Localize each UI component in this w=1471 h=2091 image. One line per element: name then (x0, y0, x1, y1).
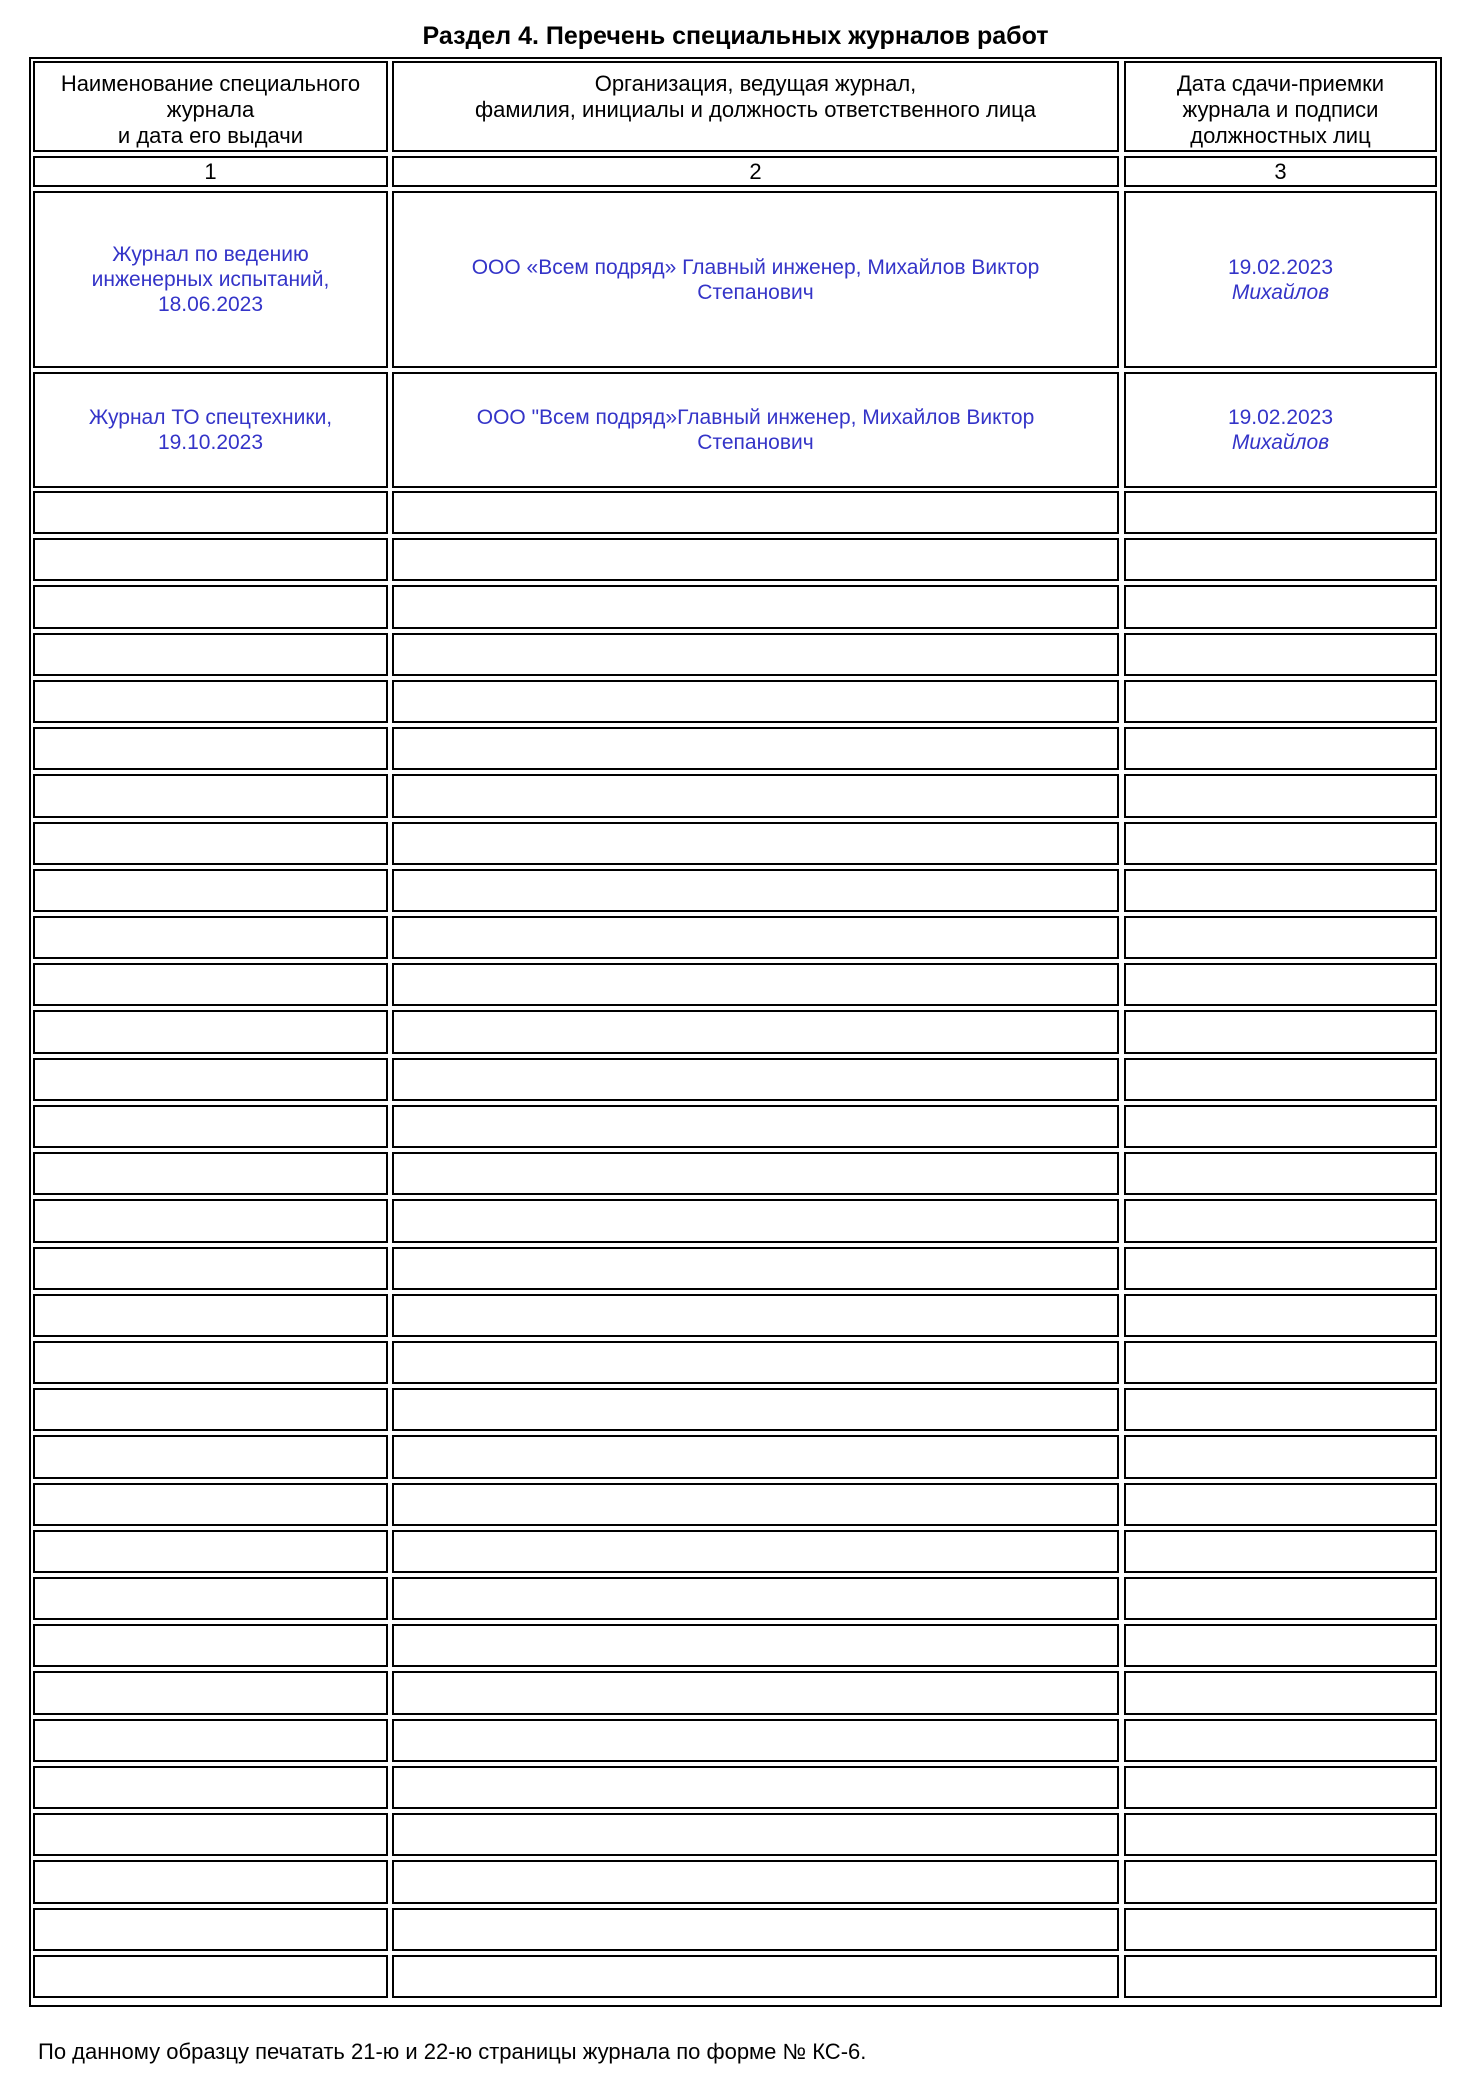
empty-cell (392, 1483, 1119, 1526)
empty-cell (33, 1577, 388, 1620)
cell-text-line: ООО "Всем подряд»Главный инженер, Михайлов Виктор (476, 406, 1035, 429)
empty-cell (33, 916, 388, 959)
empty-cell (392, 1719, 1119, 1762)
cell-text-line: Степанович (697, 431, 814, 454)
empty-cell (392, 1955, 1119, 1998)
empty-cell (1124, 1199, 1437, 1243)
empty-cell (392, 585, 1119, 629)
column-number-text: 2 (749, 158, 762, 184)
cell-text-line: ООО «Всем подряд» Главный инженер, Михайлов Виктор (471, 255, 1040, 279)
empty-cell (392, 1010, 1119, 1054)
empty-cell (33, 1152, 388, 1195)
column-number-3 (1124, 156, 1437, 187)
handover-date-cell (1124, 191, 1437, 368)
empty-cell (392, 1813, 1119, 1856)
empty-cell (1124, 1813, 1437, 1856)
cell-text-line: 19.10.2023 (157, 431, 264, 454)
empty-cell (392, 680, 1119, 723)
empty-cell (392, 1152, 1119, 1195)
empty-cell (33, 1908, 388, 1951)
section-title: Раздел 4. Перечень специальных журналов работ (422, 22, 1049, 50)
empty-cell (392, 1577, 1119, 1620)
empty-cell (392, 1766, 1119, 1809)
empty-cell (33, 585, 388, 629)
cell-text-line: Журнал ТО спецтехники, (88, 406, 333, 429)
empty-cell (1124, 774, 1437, 818)
empty-cell (392, 1199, 1119, 1243)
empty-cell (1124, 491, 1437, 534)
empty-cell (33, 1624, 388, 1667)
empty-cell (33, 727, 388, 770)
handover-date-cell (1124, 372, 1437, 488)
cell-text-line: должностных лиц (1190, 123, 1371, 148)
empty-cell (392, 1388, 1119, 1431)
empty-cell (33, 633, 388, 676)
empty-cell (1124, 1294, 1437, 1337)
empty-cell (1124, 1010, 1437, 1054)
cell-text-line: журнала и подписи (1182, 97, 1379, 122)
journal-name-cell (33, 191, 388, 368)
empty-cell (33, 1530, 388, 1573)
cell-text-line: журнала (166, 97, 255, 122)
empty-cell (33, 1813, 388, 1856)
empty-cell (33, 1483, 388, 1526)
empty-cell (33, 1199, 388, 1243)
cell-text-line: Организация, ведущая журнал, (594, 71, 917, 96)
empty-cell (33, 1671, 388, 1715)
empty-cell (1124, 727, 1437, 770)
empty-cell (392, 1530, 1119, 1573)
cell-text-line: инженерных испытаний, (91, 268, 330, 291)
empty-cell (33, 1435, 388, 1479)
empty-cell (1124, 1908, 1437, 1951)
empty-cell (392, 1341, 1119, 1384)
header-col-3 (1124, 61, 1437, 152)
signature: Михайлов (1231, 280, 1330, 304)
empty-cell (1124, 1341, 1437, 1384)
empty-cell (33, 1058, 388, 1101)
organization-cell (392, 191, 1119, 368)
empty-cell (33, 1955, 388, 1998)
empty-cell (1124, 1860, 1437, 1904)
empty-cell (1124, 1435, 1437, 1479)
empty-cell (33, 538, 388, 581)
empty-cell (1124, 680, 1437, 723)
empty-cell (1124, 1577, 1437, 1620)
empty-cell (33, 1341, 388, 1384)
cell-text-line: 18.06.2023 (157, 293, 264, 316)
empty-cell (1124, 1671, 1437, 1715)
journal-name-cell (33, 372, 388, 488)
empty-cell (1124, 963, 1437, 1006)
empty-cell (392, 1294, 1119, 1337)
empty-cell (33, 869, 388, 912)
organization-cell (392, 372, 1119, 488)
empty-cell (33, 822, 388, 865)
empty-cell (1124, 1152, 1437, 1195)
cell-text-line: и дата его выдачи (117, 123, 304, 148)
empty-cell (33, 1247, 388, 1290)
empty-cell (33, 774, 388, 818)
empty-cell (1124, 1624, 1437, 1667)
empty-cell (33, 680, 388, 723)
empty-cell (1124, 633, 1437, 676)
signature: Михайлов (1231, 431, 1330, 454)
header-col-2 (392, 61, 1119, 152)
empty-cell (1124, 1058, 1437, 1101)
footer-note: По данному образцу печатать 21-ю и 22-ю страницы журнала по форме № КС-6. (38, 2039, 867, 2064)
empty-cell (33, 1860, 388, 1904)
empty-cell (1124, 585, 1437, 629)
empty-cell (392, 1435, 1119, 1479)
empty-cell (392, 491, 1119, 534)
empty-cell (33, 1010, 388, 1054)
empty-cell (392, 1247, 1119, 1290)
column-number-text: 3 (1274, 158, 1287, 184)
empty-cell (33, 963, 388, 1006)
empty-cell (1124, 1530, 1437, 1573)
empty-cell (1124, 1766, 1437, 1809)
cell-text-line: Наименование специального (60, 71, 361, 96)
empty-cell (1124, 822, 1437, 865)
empty-cell (392, 1624, 1119, 1667)
column-number-text: 1 (204, 158, 217, 184)
empty-cell (392, 1058, 1119, 1101)
column-number-2 (392, 156, 1119, 187)
empty-cell (392, 869, 1119, 912)
empty-cell (33, 1388, 388, 1431)
empty-cell (392, 1860, 1119, 1904)
empty-cell (392, 774, 1119, 818)
empty-cell (392, 916, 1119, 959)
empty-cell (392, 963, 1119, 1006)
column-number-1 (33, 156, 388, 187)
empty-cell (33, 1294, 388, 1337)
empty-cell (392, 1908, 1119, 1951)
empty-cell (1124, 1388, 1437, 1431)
empty-cell (33, 1719, 388, 1762)
empty-cell (392, 822, 1119, 865)
empty-cell (1124, 1247, 1437, 1290)
empty-cell (392, 538, 1119, 581)
empty-cell (392, 633, 1119, 676)
empty-cell (392, 1671, 1119, 1715)
cell-text-line: фамилия, инициалы и должность ответственного лица (475, 97, 1036, 122)
handover-date: 19.02.2023 (1227, 255, 1334, 279)
empty-cell (1124, 1955, 1437, 1998)
empty-cell (33, 1105, 388, 1148)
cell-text-line: Степанович (697, 280, 814, 304)
empty-cell (1124, 916, 1437, 959)
empty-cell (1124, 1719, 1437, 1762)
header-col-1 (33, 61, 388, 152)
empty-cell (392, 1105, 1119, 1148)
empty-cell (1124, 1105, 1437, 1148)
empty-cell (33, 1766, 388, 1809)
cell-text-line: Дата сдачи-приемки (1176, 71, 1385, 96)
cell-text-line: Журнал по ведению (112, 243, 309, 266)
empty-cell (392, 727, 1119, 770)
handover-date: 19.02.2023 (1227, 406, 1334, 429)
empty-cell (1124, 869, 1437, 912)
empty-cell (1124, 538, 1437, 581)
empty-cell (1124, 1483, 1437, 1526)
empty-cell (33, 491, 388, 534)
